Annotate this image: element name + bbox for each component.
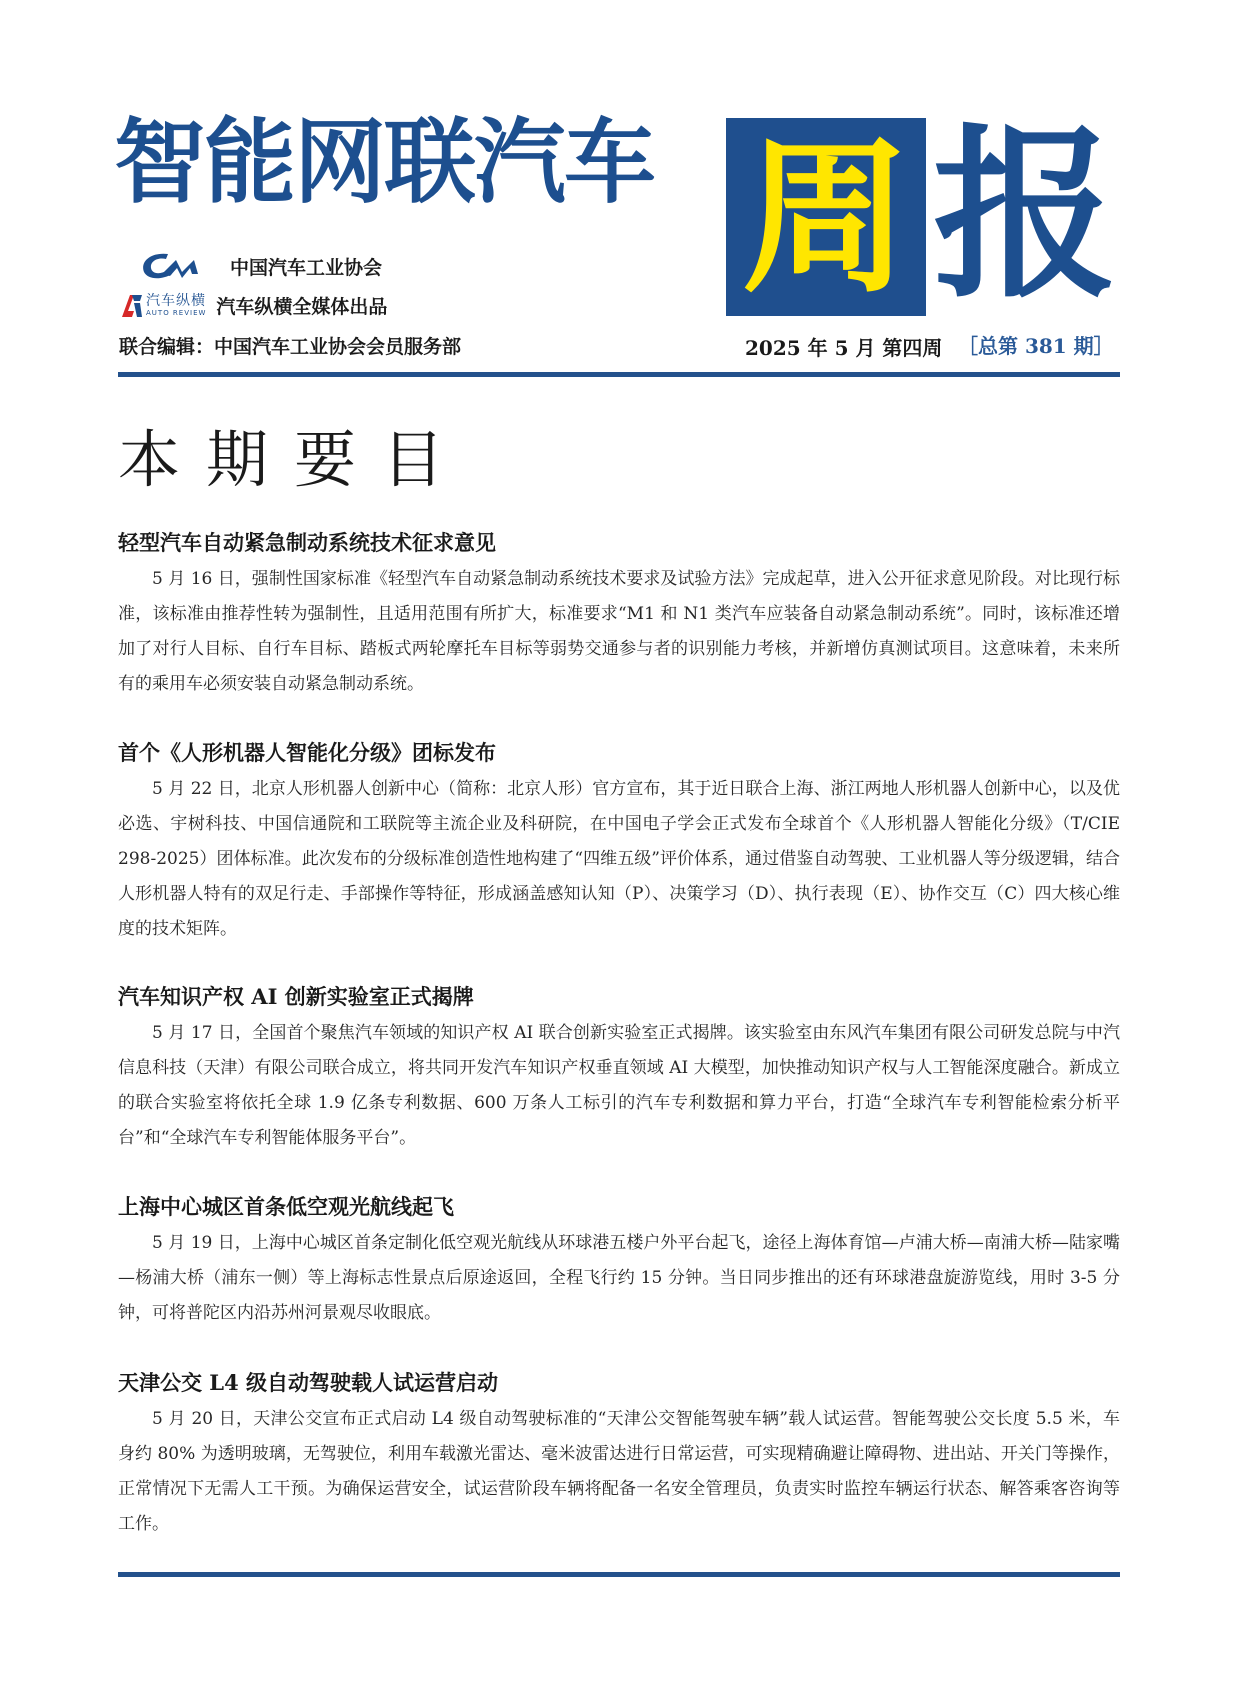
masthead-zhou-box: [726, 118, 926, 316]
article-title: 上海中心城区首条低空观光航线起飞: [118, 1194, 454, 1219]
article-5: [118, 1368, 1120, 1542]
masthead-divider: [118, 372, 1120, 377]
masthead-title: 智能网联汽车: [114, 109, 655, 216]
article-1: [118, 528, 1120, 702]
org-auto-review-label: 汽车纵横全媒体出品: [216, 296, 388, 318]
auto-review-mark-icon: [120, 293, 144, 319]
article-title: 天津公交 L4 级自动驾驶载人试运营启动: [118, 1370, 498, 1395]
article-body: 5 月 17 日，全国首个聚焦汽车领域的知识产权 AI 联合创新实验室正式揭牌。该实验室由东风汽车集团有限公司研发总院与中汽信息科技（天津）有限公司联合成立，将共同开发汽车知识产权垂直领域 AI 大模型，加快推动知识产权与人工智能深度融合。新成立的联合实验室将依托全球 1.9 亿条专利数据、600 万条人工标引的汽车专利数据和算力平台，打造“全球汽车专利智能检索分析平台”和“全球汽车专利智能体服务平台”。: [118, 1023, 1120, 1148]
footer-divider: [118, 1572, 1120, 1577]
section-title: 本期要目: [118, 423, 471, 496]
article-body: 5 月 20 日，天津公交宣布正式启动 L4 级自动驾驶标准的“天津公交智能驾驶车辆”载人试运营。智能驾驶公交长度 5.5 米，车身约 80% 为透明玻璃，无驾驶位，利用车载激光雷达、毫米波雷达进行日常运营，可实现精确避让障碍物、进出站、开关门等操作，正常情况下无需人工干预。为确保运营安全，试运营阶段车辆将配备一名安全管理员，负责实时监控车辆运行状态、解答乘客咨询等工作。: [118, 1409, 1120, 1534]
article-title: 汽车知识产权 AI 创新实验室正式揭牌: [118, 984, 474, 1009]
masthead-bao-char: 报: [932, 107, 1117, 323]
article-2: [118, 738, 1120, 947]
auto-review-logo-cn: 汽车纵横: [146, 292, 206, 309]
article-3: [118, 982, 1120, 1156]
article-title: 轻型汽车自动紧急制动系统技术征求意见: [118, 530, 496, 555]
issue-date: 2025 年 5 月 第四周: [745, 336, 943, 360]
article-4: [118, 1192, 1120, 1331]
article-title: 首个《人形机器人智能化分级》团标发布: [118, 740, 496, 765]
article-body: 5 月 19 日，上海中心城区首条定制化低空观光航线从环球港五楼户外平台起飞，途径上海体育馆—卢浦大桥—南浦大桥—陆家嘴—杨浦大桥（浦东一侧）等上海标志性景点后原途返回，全程飞行约 15 分钟。当日同步推出的还有环球港盘旋游览线，用时 3-5 分钟，可将普陀区内沿苏州河景观尽收眼底。: [118, 1233, 1120, 1323]
auto-review-logo: [120, 293, 206, 319]
caam-row: [138, 248, 382, 284]
caam-logo-icon: [138, 248, 208, 284]
org-caam-label: 中国汽车工业协会: [230, 256, 383, 279]
issue-number: ［总第 381 期］: [958, 334, 1114, 358]
auto-review-logo-en: AUTO REVIEW: [146, 308, 207, 317]
auto-review-row: [120, 292, 387, 319]
article-body: 5 月 22 日，北京人形机器人创新中心（简称：北京人形）官方宣布，其于近日联合上海、浙江两地人形机器人创新中心，以及优必选、宇树科技、中国信通院和工联院等主流企业及科研院，在中国电子学会正式发布全球首个《人形机器人智能化分级》（T/CIE 298-2025）团体标准。此次发布的分级标准创造性地构建了“四维五级”评价体系，通过借鉴自动驾驶、工业机器人等分级逻辑，结合人形机器人特有的双足行走、手部操作等特征，形成涵盖感知认知（P）、决策学习（D）、执行表现（E）、协作交互（C）四大核心维度的技术矩阵。: [118, 779, 1120, 939]
masthead-zhou-char: 周: [742, 118, 910, 316]
article-body: 5 月 16 日，强制性国家标准《轻型汽车自动紧急制动系统技术要求及试验方法》完成起草，进入公开征求意见阶段。对比现行标准，该标准由推荐性转为强制性，且适用范围有所扩大，标准要求“M1 和 N1 类汽车应装备自动紧急制动系统”。同时，该标准还增加了对行人目标、自行车目标、踏板式两轮摩托车目标等弱势交通参与者的识别能力考核，并新增仿真测试项目。这意味着，未来所有的乘用车必须安装自动紧急制动系统。: [118, 569, 1120, 694]
co-editor-line: 联合编辑：中国汽车工业协会会员服务部: [119, 336, 462, 358]
